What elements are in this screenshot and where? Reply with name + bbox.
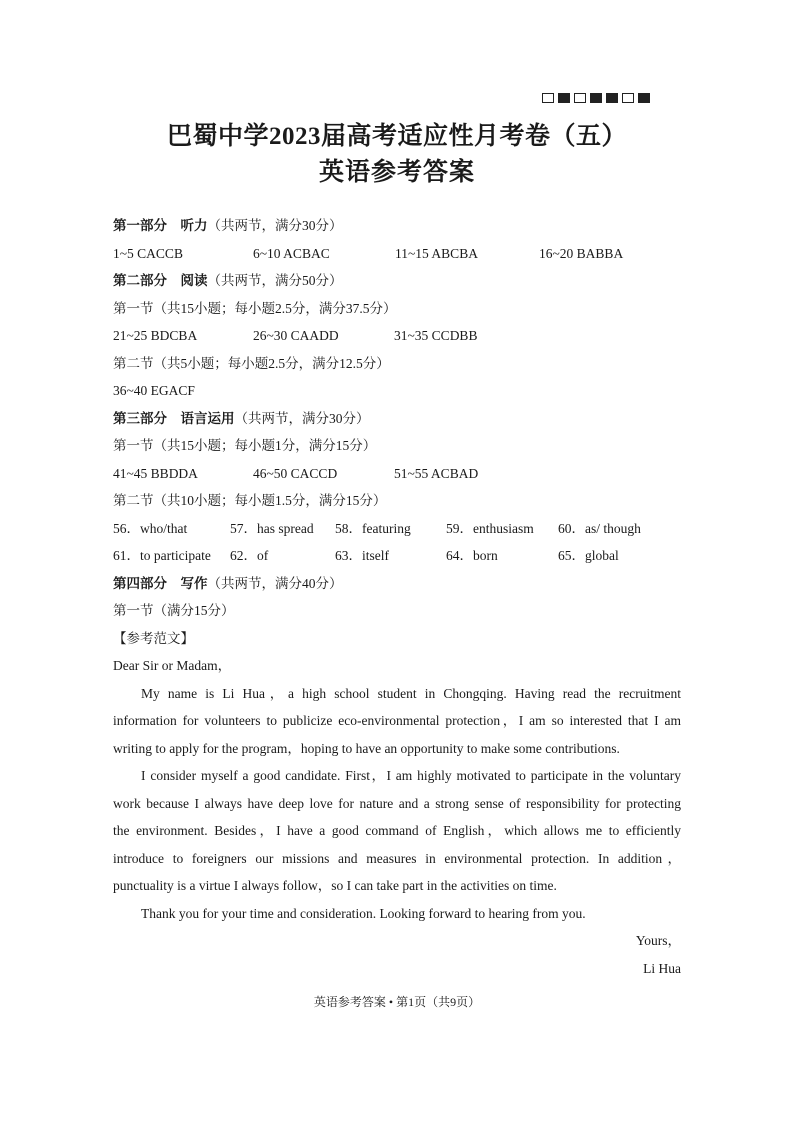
part2-section1: 第一节（共15小题；每小题2.5分，满分37.5分） [113,300,397,316]
code-square-icon [542,93,554,103]
part2-note: （共两节，满分50分） [207,273,343,288]
part3-heading: 第三部分 语言运用 [113,410,235,426]
exam-title: 巴蜀中学2023届高考适应性月考卷（五） [166,123,627,150]
code-square-icon [590,93,602,103]
answer-group: 41~45 BBDDA [113,465,198,481]
part3-section2: 第二节（共10小题；每小题1.5分，满分15分） [113,493,387,508]
part2-answers1 [113,322,681,350]
answer-group: 26~30 CAADD [253,328,339,343]
fill-answer: 59．enthusiasm [446,520,534,536]
part3-note: （共两节，满分30分） [234,410,370,426]
fill-answer: 57．has spread [230,520,314,536]
part4-heading: 第四部分 写作 [113,575,208,591]
code-square-icon [606,93,618,103]
page-footer: 英语参考答案 • 第1页（共9页） [313,995,481,1009]
fill-answer: 65．global [558,548,619,563]
fill-row-2 [113,542,681,570]
answer-group: 31~35 CCDBB [394,328,478,343]
essay-line: My name is Li Hua，a high school student in Chongqing. Having read the recruitment [141,685,681,701]
code-square-icon [574,93,586,103]
part1-answers [113,240,681,268]
part1-note: （共两节，满分30分） [207,218,343,233]
answer-group: 6~10 ACBAC [253,245,330,261]
essay-line: I consider myself a good candidate. First，I am highly motivated to participate in the voluntary [141,768,681,783]
letter-greeting: Dear Sir or Madam， [113,658,232,673]
part3-header [113,405,681,433]
part4-section1: 第一节（满分15分） [113,603,235,618]
answer-group: 51~55 ACBAD [394,465,479,481]
essay-line: the environment. Besides，I have a good command of English，which allows me to efficiently [113,823,681,838]
essay-line: writing to apply for the program，hoping to have an opportunity to make some contributions. [113,740,620,756]
code-square-icon [638,93,650,103]
sample-essay-label: 【参考范文】 [113,630,194,646]
essay-line: work because I always have deep love for nature and a strong sense of responsibility for protecting [113,795,681,811]
part1-header [113,212,681,240]
part3-answers1 [113,460,681,488]
fill-answer: 58．featuring [335,520,411,536]
essay-line: punctuality is a virtue I always follow，so I can take part in the activities on time. [113,878,557,893]
code-square-icon [622,93,634,103]
answer-group: 16~20 BABBA [539,245,624,261]
part2-section2: 第二节（共5小题；每小题2.5分，满分12.5分） [113,355,390,371]
fill-answer: 64．born [446,548,498,563]
exam-subtitle: 英语参考答案 [318,159,475,186]
part4-header [113,570,681,598]
fill-answer: 56．who/that [113,520,188,536]
answer-group: 1~5 CACCB [113,245,183,261]
part2-answers2: 36~40 EGACF [113,383,195,398]
fill-answer: 60．as/ though [558,520,641,536]
essay-line: introduce to foreigners our missions and measures in environmental protection. In addition， [113,850,681,866]
code-square-icon [558,93,570,103]
part2-heading: 第二部分 阅读 [113,273,208,288]
letter-closing: Yours， [635,933,681,948]
fill-answer: 63．itself [335,548,389,563]
letter-signature: Li Hua [643,960,681,976]
part2-header [113,267,681,295]
answer-content [113,212,681,982]
part3-section1: 第一节（共15小题；每小题1分，满分15分） [113,438,377,453]
part4-note: （共两节，满分40分） [207,575,343,591]
barcode-squares [542,93,650,103]
part1-heading: 第一部分 听力 [113,218,208,233]
answer-group: 46~50 CACCD [253,465,338,481]
fill-row-1 [113,515,681,543]
fill-answer: 62．of [230,548,269,563]
answer-group: 21~25 BDCBA [113,328,198,343]
answer-group: 11~15 ABCBA [395,245,478,261]
essay-line: information for volunteers to publicize eco-environmental protection，I am so interested that I am [113,713,681,728]
essay-line: Thank you for your time and consideration. Looking forward to hearing from you. [141,905,586,921]
fill-answer: 61．to participate [113,548,211,563]
